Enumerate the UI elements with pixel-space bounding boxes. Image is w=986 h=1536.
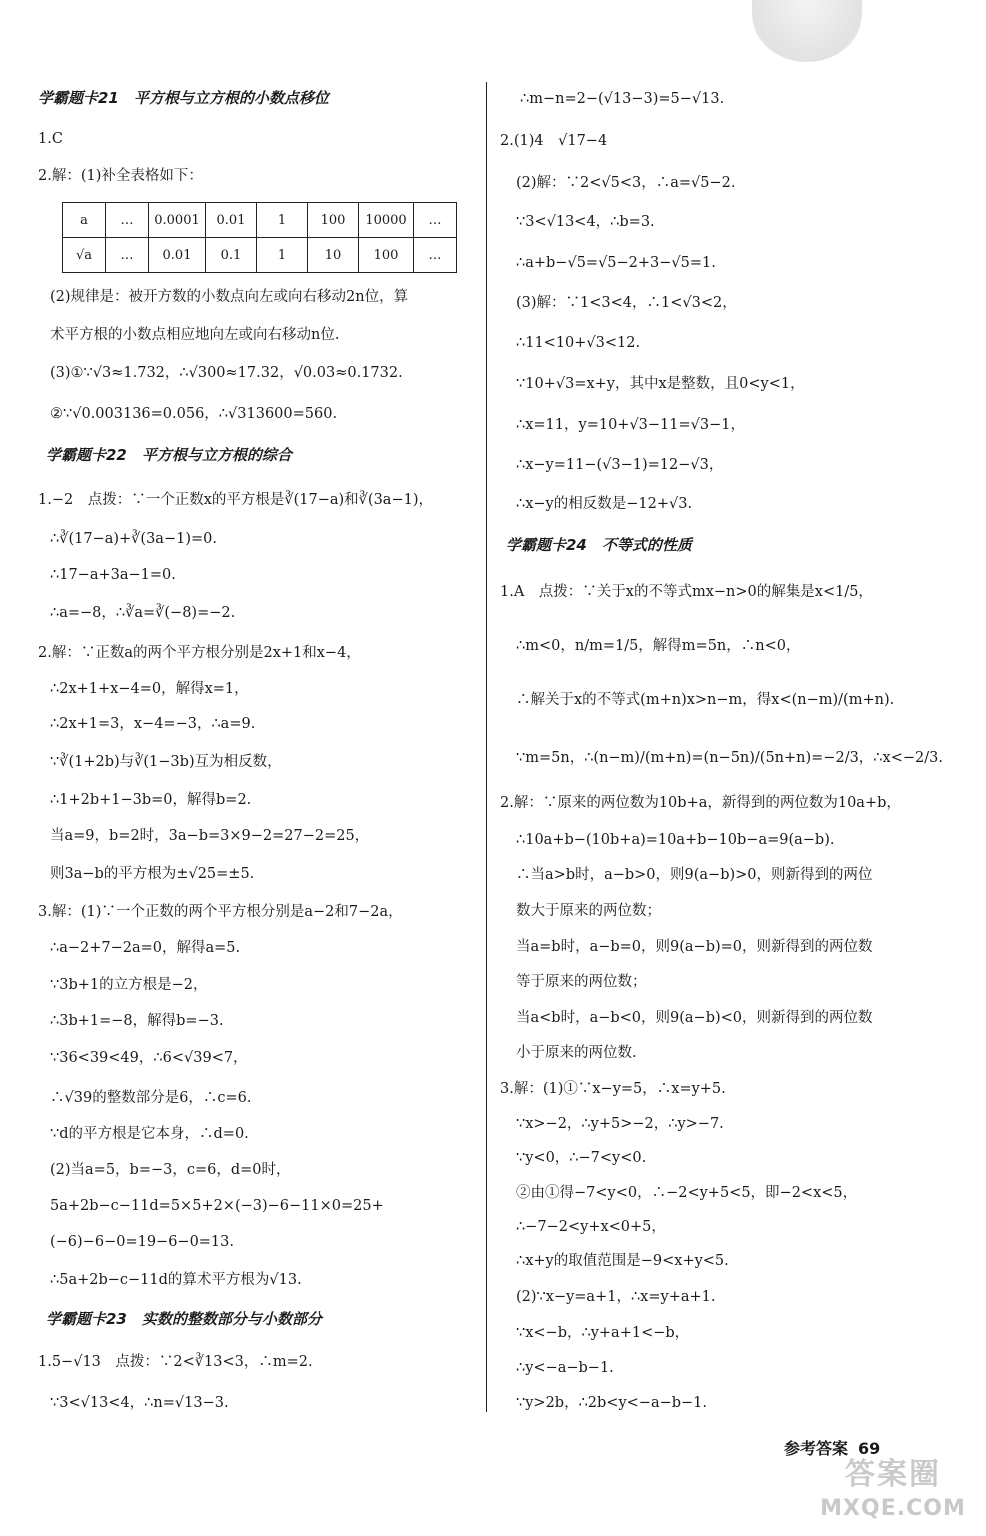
answer-line: 当a<b时，a−b<0，则9(a−b)<0，则新得到的两位数 — [516, 1010, 873, 1026]
answer-line: ∴y<−a−b−1. — [516, 1360, 614, 1376]
answer-line: ∴√39的整数部分是6，∴c=6. — [50, 1090, 252, 1106]
watermark-text: 答案圈 — [845, 1457, 941, 1492]
answer-line: 当a=9，b=2时，3a−b=3×9−2=27−2=25， — [50, 828, 370, 844]
section-heading-22: 学霸题卡22 平方根与立方根的综合 — [46, 446, 292, 464]
answer-line: 1.−2 点拨：∵一个正数x的平方根是∛(17−a)和∛(3a−1)， — [38, 492, 433, 508]
answer-line: ∴17−a+3a−1=0. — [50, 567, 176, 583]
table-cell: … — [414, 203, 457, 238]
table-cell: 10 — [308, 238, 359, 273]
answer-line: 5a+2b−c−11d=5×5+2×(−3)−6−11×0=25+ — [50, 1198, 384, 1214]
table-cell: 0.0001 — [149, 203, 206, 238]
root-table — [62, 202, 457, 273]
answer-line: ∴解关于x的不等式(m+n)x>n−m，得x<(n−m)/(m+n). — [516, 692, 895, 708]
answer-line: ∴2x+1+x−4=0，解得x=1， — [50, 681, 249, 697]
answer-line: ∵36<39<49，∴6<√39<7， — [50, 1050, 248, 1066]
answer-line: ②∵√0.003136=0.056，∴√313600=560. — [50, 406, 338, 422]
answer-line: 小于原来的两位数. — [516, 1045, 637, 1061]
answer-line: ∵x<−b，∴y+a+1<−b， — [516, 1325, 690, 1341]
section-heading-24: 学霸题卡24 不等式的性质 — [506, 536, 692, 554]
table-row — [63, 203, 457, 238]
answer-line: ∵3<√13<4，∴n=√13−3. — [50, 1395, 229, 1411]
answer-line: ∵y<0，∴−7<y<0. — [516, 1150, 647, 1166]
answer-line: ∴m−n=2−(√13−3)=5−√13. — [520, 91, 725, 107]
answer-line: (2)当a=5，b=−3，c=6，d=0时， — [50, 1162, 291, 1178]
answer-line: ∴5a+2b−c−11d的算术平方根为√13. — [50, 1272, 302, 1288]
answer-line: ∴a=−8，∴∛a=∛(−8)=−2. — [50, 605, 236, 621]
answer-line: ∵10+√3=x+y，其中x是整数，且0<y<1， — [516, 376, 805, 392]
answer-line: ∴−7−2<y+x<0+5， — [516, 1219, 666, 1235]
table-cell: 1 — [257, 238, 308, 273]
answer-line: 1.5−√13 点拨：∵2<∛13<3，∴m=2. — [38, 1354, 313, 1370]
table-cell: … — [106, 238, 149, 273]
table-cell: 10000 — [359, 203, 414, 238]
table-cell: 0.1 — [206, 238, 257, 273]
answer-line: ∴m<0，n/m=1/5，解得m=5n，∴n<0， — [516, 638, 801, 654]
section-heading-23: 学霸题卡23 实数的整数部分与小数部分 — [46, 1310, 322, 1328]
answer-line: ∴x−y=11−(√3−1)=12−√3， — [516, 457, 724, 473]
page-footer — [784, 1436, 880, 1459]
answer-line: 当a=b时，a−b=0，则9(a−b)=0，则新得到的两位数 — [516, 939, 873, 955]
page-corner-decoration — [752, 0, 862, 62]
answer-line: ②由①得−7<y<0，∴−2<y+5<5，即−2<x<5， — [516, 1185, 858, 1201]
answer-line: ∴x−y的相反数是−12+√3. — [516, 496, 693, 512]
answer-line: ∴当a>b时，a−b>0，则9(a−b)>0，则新得到的两位 — [516, 867, 873, 883]
table-cell: 100 — [359, 238, 414, 273]
footer-label: 参考答案 — [784, 1439, 849, 1458]
answer-line: ∴3b+1=−8，解得b=−3. — [50, 1013, 224, 1029]
answer-line: (3)①∵√3≈1.732，∴√300≈17.32，√0.03≈0.1732. — [50, 365, 403, 381]
answer-line: ∵3b+1的立方根是−2， — [50, 977, 208, 993]
watermark-url: MXQE.COM — [820, 1496, 966, 1521]
answer-line: ∴a+b−√5=√5−2+3−√5=1. — [516, 255, 716, 271]
answer-line: 2.(1)4 √17−4 — [500, 133, 608, 149]
answer-line: ∵∛(1+2b)与∛(1−3b)互为相反数， — [50, 754, 282, 770]
answer-line: ∴2x+1=3，x−4=−3，∴a=9. — [50, 716, 256, 732]
answer-line: 则3a−b的平方根为±√25=±5. — [50, 866, 255, 882]
table-cell: √a — [63, 238, 106, 273]
page-number: 69 — [858, 1439, 881, 1458]
answer-line: 1.C — [38, 131, 63, 147]
answer-line: 2.解：∵正数a的两个平方根分别是2x+1和x−4， — [38, 645, 361, 661]
answer-line: (3)解：∵1<3<4，∴1<√3<2， — [516, 295, 737, 311]
answer-line: ∴1+2b+1−3b=0，解得b=2. — [50, 792, 252, 808]
answer-line: ∵x>−2，∴y+5>−2，∴y>−7. — [516, 1116, 724, 1132]
answer-line: 1.A 点拨：∵关于x的不等式mx−n>0的解集是x<1/5， — [500, 584, 873, 600]
table-cell: 100 — [308, 203, 359, 238]
watermark-logo — [808, 1458, 978, 1530]
answer-line: ∵m=5n，∴(n−m)/(m+n)=(n−5n)/(5n+n)=−2/3，∴x<−2/3. — [516, 750, 943, 766]
answer-line: ∴10a+b−(10b+a)=10a+b−10b−a=9(a−b). — [516, 832, 835, 848]
answer-line: (2)解：∵2<√5<3，∴a=√5−2. — [516, 175, 736, 191]
table-cell: 1 — [257, 203, 308, 238]
table-cell: 0.01 — [149, 238, 206, 273]
answer-line: 2.解：(1)补全表格如下： — [38, 168, 203, 184]
answer-line: (2)∵x−y=a+1，∴x=y+a+1. — [516, 1289, 716, 1305]
table-cell: 0.01 — [206, 203, 257, 238]
answer-line: 3.解：(1)∵一个正数的两个平方根分别是a−2和7−2a， — [38, 904, 403, 920]
answer-line: ∵d的平方根是它本身，∴d=0. — [50, 1126, 249, 1142]
answer-line: ∵y>2b，∴2b<y<−a−b−1. — [516, 1395, 708, 1411]
answer-line: ∴x+y的取值范围是−9<x+y<5. — [516, 1253, 729, 1269]
answer-line: ∴11<10+√3<12. — [516, 335, 641, 351]
table-cell: … — [106, 203, 149, 238]
answer-line: 3.解：(1)①∵x−y=5，∴x=y+5. — [500, 1081, 726, 1097]
column-divider — [486, 82, 487, 1412]
section-heading-21: 学霸题卡21 平方根与立方根的小数点移位 — [38, 89, 329, 107]
answer-line: ∵3<√13<4，∴b=3. — [516, 214, 655, 230]
answer-line: (2)规律是：被开方数的小数点向左或向右移动2n位，算 — [50, 289, 409, 305]
answer-line: ∴a−2+7−2a=0，解得a=5. — [50, 940, 241, 956]
table-row — [63, 238, 457, 273]
answer-line: 等于原来的两位数； — [516, 974, 647, 990]
answer-line: 术平方根的小数点相应地向左或向右移动n位. — [50, 327, 340, 343]
answer-line: ∴∛(17−a)+∛(3a−1)=0. — [50, 531, 217, 547]
table-cell: … — [414, 238, 457, 273]
answer-line: (−6)−6−0=19−6−0=13. — [50, 1234, 234, 1250]
table-cell: a — [63, 203, 106, 238]
answer-line: ∴x=11，y=10+√3−11=√3−1， — [516, 417, 745, 433]
answer-line: 2.解：∵原来的两位数为10b+a，新得到的两位数为10a+b， — [500, 795, 901, 811]
answer-line: 数大于原来的两位数； — [516, 903, 661, 919]
